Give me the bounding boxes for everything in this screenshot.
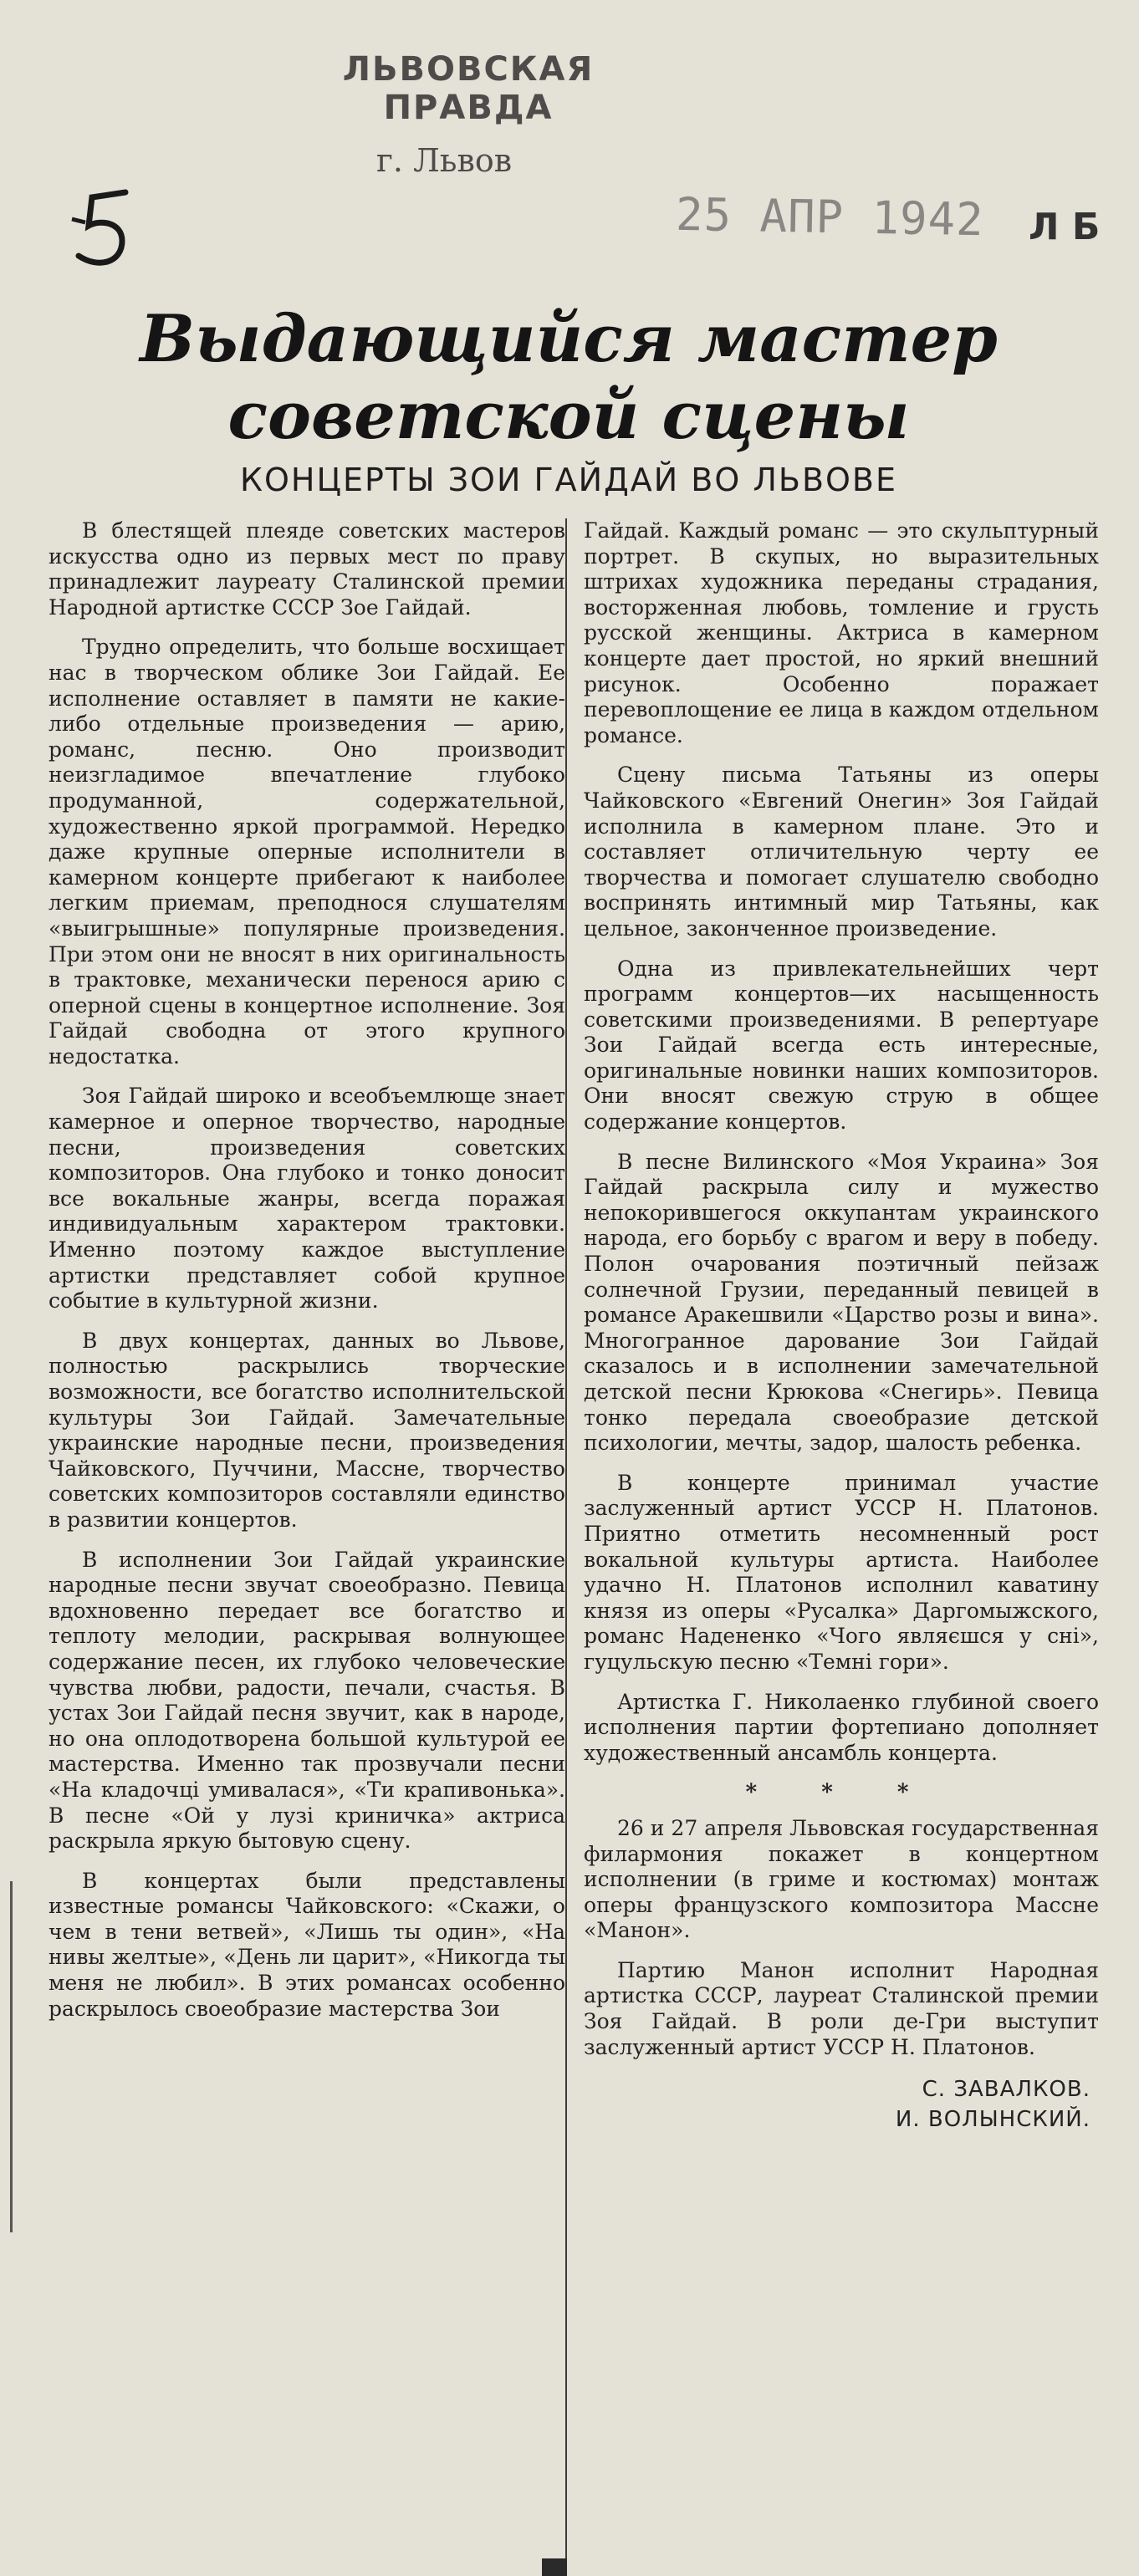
paragraph: В концерте принимал участие заслуженный артист УССР Н. Платонов. Приятно отметить несомненный рост вокальной культуры артиста. Наиболее удачно Н. Платонов исполнил каватину князя из оперы «Русалка» Даргомыжского, романс Надененко «Чого являєшся у сні», гуцульскую песню «Темні гори». [584, 1470, 1099, 1674]
announcement-paragraph: Партию Манон исполнит Народная артистка СССР, лауреат Сталинской премии Зоя Гайдай. В роли де-Гри выступит заслуженный артист УССР Н. Платонов. [584, 1957, 1099, 2059]
section-separator: * * * [745, 1780, 937, 1806]
paragraph: Гайдай. Каждый романс — это скульптурный портрет. В скупых, но выразительных штрихах художника переданы страдания, восторженная любовь, томление и грусть русской женщины. Актриса в камерном концерте дает простой, но яркий внешний рисунок. Особенно поражает перевоплощение ее лица в каждом отдельном романсе. [584, 518, 1099, 747]
paragraph: В песне Вилинского «Моя Украина» Зоя Гайдай раскрыла силу и мужество непокорившегося оккупантам украинского народа, его борьбу с врагом и веру в победу. Полон очарования поэтичный пейзаж солнечной Грузии, переданный певицей в романсе Аракешвили «Царство розы и вина». Многогранное дарование Зои Гайдай сказалось и в исполнении замечательной детской песни Крюкова «Снегирь». Певица тонко передала своеобразие детской психологии, мечты, задор, шалость ребенка. [584, 1149, 1099, 1456]
handwritten-mark [67, 186, 142, 278]
author-name: И. ВОЛЫНСКИЙ. [895, 2107, 1090, 2133]
date-stamp: 25 АПР 1942 [675, 187, 985, 247]
stamp-newspaper-name: ЛЬВОВСКАЯ ПРАВДА [342, 50, 595, 127]
article-headline [100, 301, 1037, 455]
paragraph: Трудно определить, что больше восхищает нас в творческом облике Зои Гайдай. Ее исполнение оставляет в памяти не какие-либо отдельные произведения — арию, романс, песню. Оно производит неизгладимое впечатление глубоко продуманной, содержательной, художественно яркой программой. Нередко даже крупные оперные исполнители в камерном концерте прибегают к наиболее легким приемам, преподнося слушателям «выигрышные» популярные произведения. При этом они не вносят в них оригинальность в трактовке, механически перенося арию с оперной сцены в концертное исполнение. Зоя Гайдай свободна от этого крупного недостатка. [49, 635, 565, 1069]
paragraph: Сцену письма Татьяны из оперы Чайковского «Евгений Онегин» Зоя Гайдай исполнила в камерном плане. Это и составляет отличительную черту ее творчества и помогает слушателю свободно воспринять интимный мир Татьяны, как цельное, законченное произведение. [584, 763, 1099, 941]
announcement-paragraph: 26 и 27 апреля Львовская государственная филармония покажет в концертном исполнении (в гриме и костюмах) монтаж оперы французского композитора Массне «Манон». [584, 1815, 1099, 1943]
author-signatures [584, 2074, 1090, 2135]
paragraph: Одна из привлекательнейших черт программ концертов—их насыщенность советскими произведениями. В репертуаре Зои Гайдай всегда есть интересные, оригинальные новинки наших композиторов. Они вносят свежую струю в общее содержание концертов. [584, 956, 1099, 1135]
left-column [49, 518, 565, 2533]
right-column [584, 518, 1099, 2533]
headline-line-2: советской сцены [227, 378, 910, 454]
headline-line-1: Выдающийся мастер [140, 301, 998, 377]
paragraph: В исполнении Зои Гайдай украинские народные песни звучат своеобразно. Певица вдохновенно передает все богатство и теплоту мелодии, раскрывая волнующее содержание песен, их глубоко человеческие чувства любви, радости, печали, счастья. В устах Зои Гайдай песня звучит, как в народе, но она оплодотворена большой культурой ее мастерства. Именно так прозвучали песни «На кладочці умивалася», «Ти крапивонька». В песне «Ой у лузі криничка» актриса раскрыла яркую бытовую сцену. [49, 1547, 565, 1854]
column-divider [565, 518, 567, 2558]
paragraph: В двух концертах, данных во Львове, полностью раскрылись творческие возможности, все богатство исполнительской культуры Зои Гайдай. Замечательные украинские народные песни, произведения Чайковского, Пуччини, Массне, творчество советских композиторов составляли единство в развитии концертов. [49, 1328, 565, 1532]
left-margin-mark [10, 1881, 13, 2232]
archive-stamp [276, 50, 661, 179]
paragraph: Артистка Г. Николаенко глубиной своего исполнения партии фортепиано дополняет художественный ансамбль концерта. [584, 1689, 1099, 1765]
paragraph: Зоя Гайдай широко и всеобъемлюще знает камерное и оперное творчество, народные песни, произведения советских композиторов. Она глубоко и тонко доносит все вокальные жанры, всегда поражая индивидуальным характером трактовки. Именно поэтому каждое выступление артистки представляет собой крупное событие в культурной жизни. [49, 1084, 565, 1314]
catalog-code: Л Б [1029, 206, 1101, 248]
paragraph: В концертах были представлены известные романсы Чайковского: «Скажи, о чем в тени ветвей», «Лишь ты один», «На нивы желтые», «День ли царит», «Никогда ты меня не любил». В этих романсах особенно раскрылось своеобразие мастерства Зои [49, 1868, 565, 2021]
paragraph: В блестящей плеяде советских мастеров искусства одно из первых мест по праву принадлежит лауреату Сталинской премии Народной артистке СССР Зое Гайдай. [49, 518, 565, 620]
handwritten-five-icon [67, 186, 142, 278]
stamp-city: г. Львов [376, 142, 513, 179]
author-name: С. ЗАВАЛКОВ. [922, 2077, 1090, 2103]
article-subheadline: КОНЦЕРТЫ ЗОИ ГАЙДАЙ ВО ЛЬВОВЕ [239, 462, 898, 498]
bottom-edge-mark [542, 2558, 567, 2576]
